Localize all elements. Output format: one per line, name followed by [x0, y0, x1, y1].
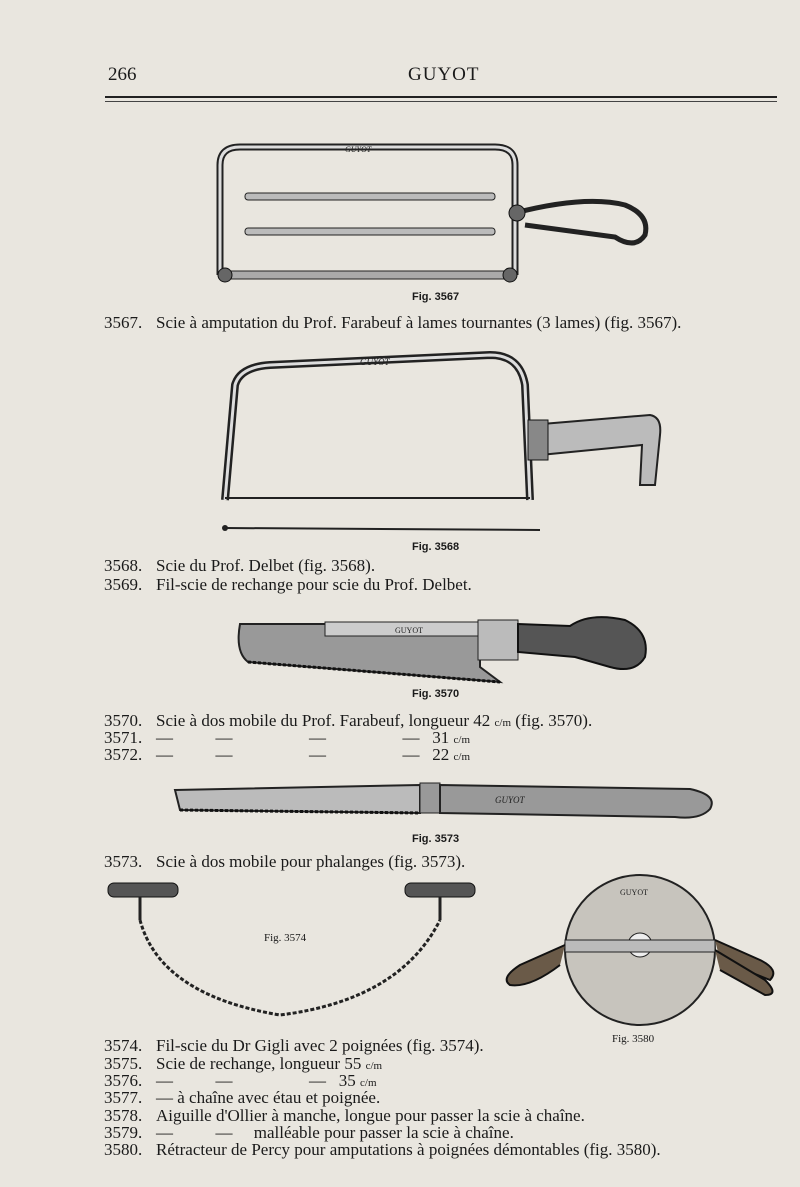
figure-caption: Fig. 3568 [412, 541, 460, 553]
entry-3575: 3575. Scie de rechange, longueur 55 c/m [104, 1054, 383, 1073]
entry-3576: 3576. — — — 35 c/m [104, 1071, 377, 1090]
figure-caption: Fig. 3574 [264, 932, 307, 944]
entry-3571: 3571. — — — — 31 c/m [104, 728, 470, 747]
entry-3570: 3570. Scie à dos mobile du Prof. Farabeuf, longueur 42 c/m (fig. 3570). [104, 711, 593, 730]
figure-3570-back-saw [230, 612, 660, 692]
svg-text:GUYOT: GUYOT [395, 626, 423, 635]
svg-text:GUYOT: GUYOT [495, 795, 525, 805]
entry-3567: 3567. Scie à amputation du Prof. Farabeuf à lames tournantes (3 lames) (fig. 3567). [104, 313, 682, 332]
entry-3568: 3568. Scie du Prof. Delbet (fig. 3568). [104, 556, 376, 575]
entry-3572: 3572. — — — — 22 c/m [104, 745, 470, 764]
entry-3569: 3569. Fil-scie de rechange pour scie du Prof. Delbet. [104, 575, 472, 594]
figure-3580-percy-retractor [490, 870, 780, 1030]
page-number: 266 [108, 64, 137, 85]
svg-text:GUYOT: GUYOT [345, 145, 372, 154]
figure-3573-phalanx-saw [170, 775, 720, 830]
figure-caption: Fig. 3567 [412, 291, 460, 303]
running-header: GUYOT [408, 64, 480, 85]
header-rule-thin [105, 101, 777, 102]
entry-3574: 3574. Fil-scie du Dr Gigli avec 2 poignées (fig. 3574). [104, 1036, 484, 1055]
entry-3573: 3573. Scie à dos mobile pour phalanges (fig. 3573). [104, 852, 466, 871]
figure-caption: Fig. 3580 [612, 1033, 655, 1045]
figure-3567-amputation-saw [205, 135, 665, 295]
entry-3578: 3578. Aiguille d'Ollier à manche, longue pour passer la scie à chaîne. [104, 1106, 585, 1125]
svg-text:GUYOT: GUYOT [620, 888, 648, 897]
figure-caption: Fig. 3573 [412, 833, 460, 845]
figure-caption: Fig. 3570 [412, 688, 460, 700]
header-rule [105, 96, 777, 98]
entry-3577: 3577. — à chaîne avec étau et poignée. [104, 1088, 381, 1107]
entry-3579: 3579. — — malléable pour passer la scie à chaîne. [104, 1123, 514, 1142]
figure-3568-delbet-saw [210, 345, 670, 535]
svg-text:GUYOT: GUYOT [360, 357, 390, 367]
figure-3574-gigli-wire-saw [100, 875, 500, 1025]
entry-3580: 3580. Rétracteur de Percy pour amputations à poignées démontables (fig. 3580). [104, 1140, 661, 1159]
